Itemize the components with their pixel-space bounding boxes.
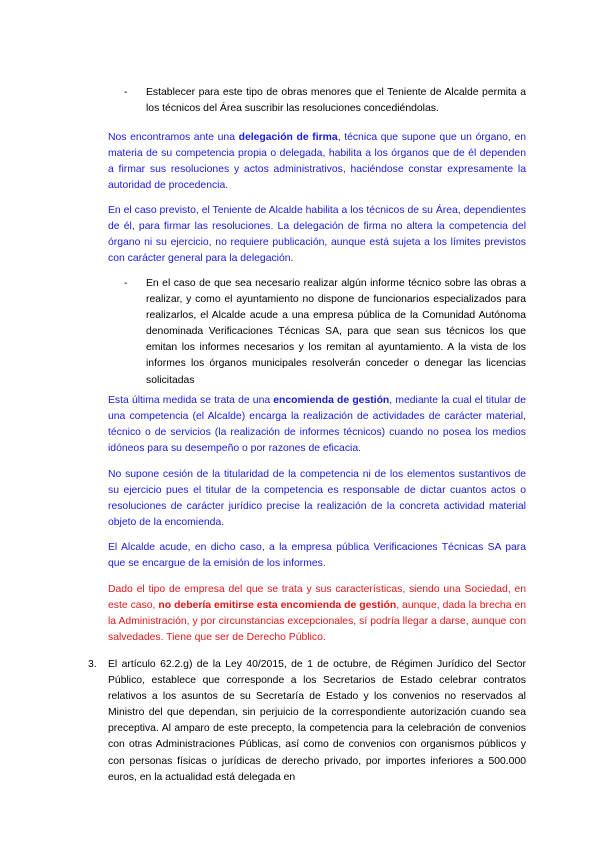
para-text: Nos encontramos ante una: [108, 132, 239, 143]
paragraph-caso-previsto: [108, 203, 526, 267]
bullet-marker: -: [124, 87, 128, 98]
para-text: , mediante la cual el titular de una competencia (el Alcalde) encarga la realización de actividades de carácter material, técnico o de servicios (la realización de informes técnicos) cuando no posea los medios idóneos para su desempeño o por razones de eficacia.: [108, 395, 526, 455]
bullet-item: [146, 85, 526, 117]
bullet-marker: -: [124, 278, 128, 289]
para-text: En el caso previsto, el Teniente de Alcalde habilita a los técnicos de su Área, dependientes de él, para firmar las resoluciones. La delegación de firma no altera la competencia del órgano ni su ejercicio, no requiere publicación, aunque está sujeta a los límites previstos con carácter general para la delegación.: [108, 205, 526, 265]
para-bold-term: delegación de firma: [238, 132, 338, 143]
paragraph-cesion-titularidad: [108, 467, 526, 531]
para-bold-term: no debería emitirse esta encomienda de gestión: [158, 600, 397, 612]
paragraph-alcalde-acude: [108, 540, 526, 572]
para-text: , técnica que supone que un órgano, en materia de su competencia propia o delegada, habilita a los órganos que de él dependen a firmar sus resoluciones y actos administrativos, haciéndose constar expresamente la autoridad de procedencia.: [108, 132, 526, 192]
paragraph-encomienda-gestion: [108, 393, 526, 457]
numbered-item: [108, 657, 526, 786]
bullet-item: [146, 276, 526, 389]
para-text: No supone cesión de la titularidad de la competencia ni de los elementos sustantivos de su ejercicio pues el titular de la competencia es responsable de dictar cuantos actos o resoluciones de carácter jurídico precise la realización de la concreta actividad material objeto de la encomienda.: [108, 469, 526, 529]
bullet-text: Establecer para este tipo de obras menores que el Teniente de Alcalde permita a los técnicos del Área suscribir las resoluciones concediéndolas.: [146, 87, 526, 115]
para-text: , aunque, dada la brecha en la Administración, y por circunstancias excepcionales, sí podría llegar a darse, aunque con salvedades. Tiene que ser de Derecho Público.: [108, 600, 526, 644]
para-text: Dado el tipo de empresa del que se trata y sus características, siendo una Sociedad, en este caso,: [108, 584, 526, 612]
paragraph-delegacion-firma: [108, 130, 526, 194]
para-bold-term: encomienda de gestión: [273, 395, 390, 406]
list-number: 3.: [88, 659, 97, 670]
para-text: El Alcalde acude, en dicho caso, a la empresa pública Verificaciones Técnicas SA para que se encargue de la emisión de los informes.: [108, 542, 526, 570]
para-text: Esta última medida se trata de una: [108, 395, 274, 406]
paragraph-observacion: [108, 582, 526, 646]
bullet-text: En el caso de que sea necesario realizar algún informe técnico sobre las obras a realizar, y como el ayuntamiento no dispone de funcionarios especializados para realizarlos, el Alcalde acude a una empresa pública de la Comunidad Autónoma denominada Verificaciones Técnicas SA, para que sean sus técnicos los que emitan los informes necesarios y los remitan al ayuntamiento. A la vista de los informes los órganos municipales resolverán conceder o denegar las licencias solicitadas: [146, 278, 526, 386]
item-text: El artículo 62.2.g) de la Ley 40/2015, de 1 de octubre, de Régimen Jurídico del Sector Público, establece que corresponde a los Secretarios de Estado celebrar contratos relativos a los asuntos de su Secretaría de Estado y los convenios no reservados al Ministro del que dependan, sin perjuicio de la correspondiente autorización cuando sea preceptiva. Al amparo de este precepto, la competencia para la celebración de convenios con otras Administraciones Públicas, así como de convenios con organismos públicos y con personas físicas o jurídicas de derecho privado, por importes inferiores a 500.000 euros, en la actualidad está delegada en: [108, 659, 526, 783]
